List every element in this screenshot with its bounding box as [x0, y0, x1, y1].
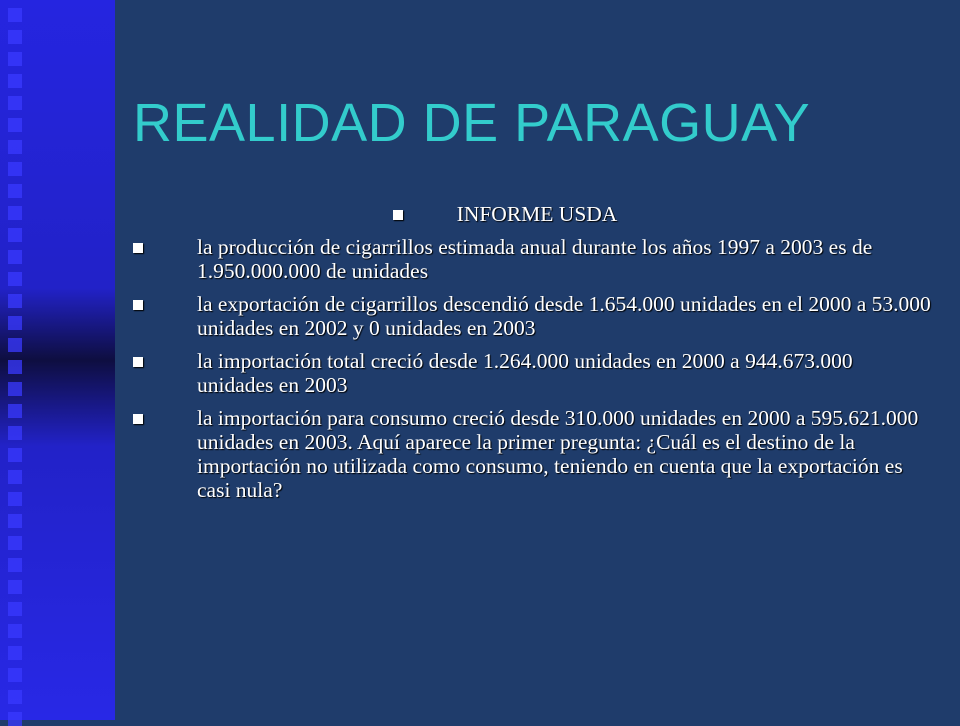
decorative-square — [8, 52, 22, 66]
decorative-square — [8, 492, 22, 506]
decorative-square — [8, 228, 22, 242]
decorative-square — [8, 118, 22, 132]
decorative-square — [8, 712, 22, 726]
square-bullet-icon — [133, 414, 143, 424]
decorative-square — [8, 206, 22, 220]
decorative-square — [8, 448, 22, 462]
decorative-square — [8, 8, 22, 22]
bullet-item — [133, 292, 933, 340]
bullet-text: la importación total creció desde 1.264.000 unidades en 2000 a 944.673.000 unidades en 2003 — [197, 349, 853, 397]
decorative-square — [8, 294, 22, 308]
decorative-square — [8, 580, 22, 594]
decorative-square — [8, 140, 22, 154]
slide-title: REALIDAD DE PARAGUAY — [133, 93, 811, 153]
bullet-item — [133, 349, 933, 397]
bullet-text: la producción de cigarrillos estimada anual durante los años 1997 a 2003 es de 1.950.000.000 de unidades — [197, 235, 873, 283]
square-bullet-icon — [133, 243, 143, 253]
square-bullet-icon — [133, 357, 143, 367]
decorative-square — [8, 646, 22, 660]
slide-content — [133, 202, 933, 511]
decorative-square — [8, 668, 22, 682]
decorative-square — [8, 360, 22, 374]
decorative-square — [8, 74, 22, 88]
decorative-square — [8, 338, 22, 352]
decorative-square — [8, 382, 22, 396]
bullet-text: la exportación de cigarrillos descendió desde 1.654.000 unidades en el 2000 a 53.000 unidades en 2002 y 0 unidades en 2003 — [197, 292, 931, 340]
heading-text: INFORME USDA — [456, 202, 618, 226]
side-squares-pattern — [0, 0, 30, 720]
decorative-square — [8, 470, 22, 484]
decorative-square — [8, 426, 22, 440]
decorative-square — [8, 690, 22, 704]
decorative-square — [8, 624, 22, 638]
decorative-square — [8, 558, 22, 572]
decorative-square — [8, 514, 22, 528]
decorative-square — [8, 96, 22, 110]
decorative-square — [8, 404, 22, 418]
bullet-item — [133, 406, 933, 502]
decorative-square — [8, 602, 22, 616]
square-bullet-icon — [133, 300, 143, 310]
decorative-square — [8, 272, 22, 286]
decorative-square — [8, 162, 22, 176]
decorative-square — [8, 250, 22, 264]
decorative-square — [8, 316, 22, 330]
bullet-text: la importación para consumo creció desde 310.000 unidades en 2000 a 595.621.000 unidades en 2003. Aquí aparece la primer pregunta: ¿Cuál es el destino de la importación no utilizada como consumo, teniendo en cuenta que la exportación es casi nula? — [197, 406, 919, 502]
heading-item — [133, 202, 933, 226]
square-bullet-icon — [393, 210, 403, 220]
decorative-square — [8, 536, 22, 550]
decorative-square — [8, 184, 22, 198]
decorative-square — [8, 30, 22, 44]
bullet-item — [133, 235, 933, 283]
side-decoration-band — [0, 0, 115, 720]
